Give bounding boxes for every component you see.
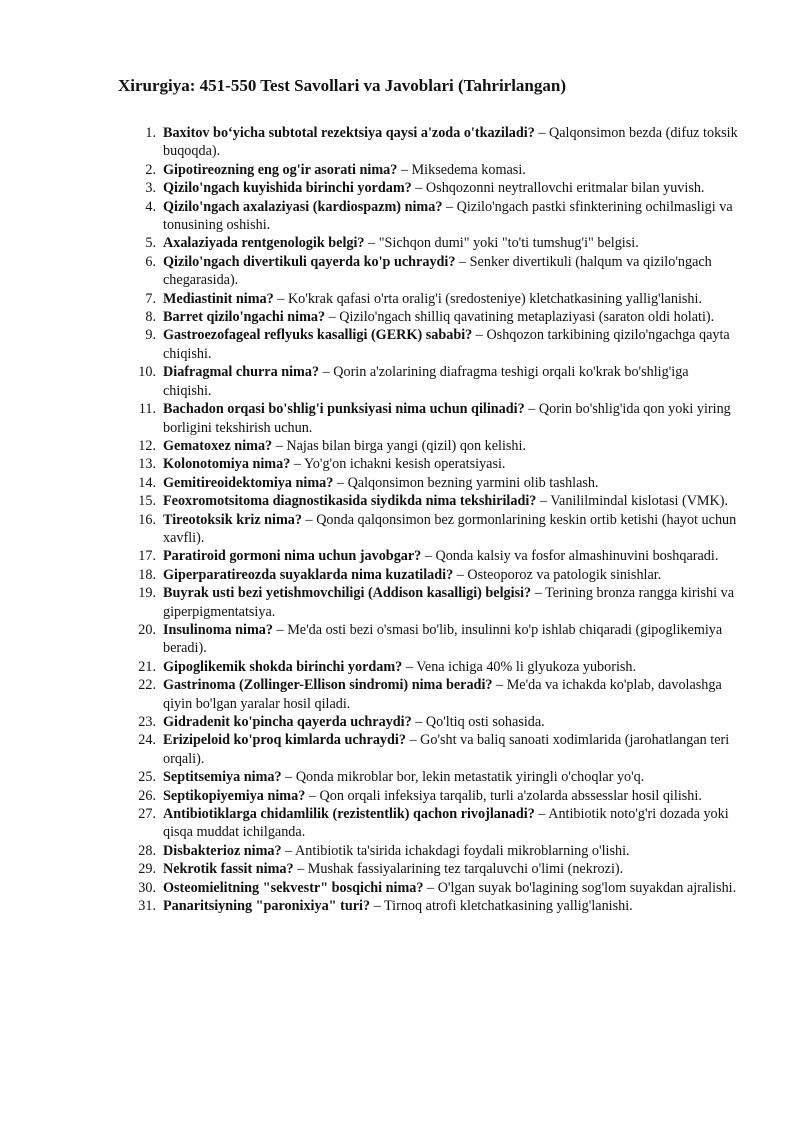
item-answer: Ko'krak qafasi o'rta oralig'i (sredosteniye) kletchatkasining yallig'lanishi. bbox=[287, 290, 702, 307]
item-dash: – bbox=[328, 309, 336, 326]
item-dash: – bbox=[538, 806, 546, 823]
item-question: Tireotoksik kriz nima? bbox=[163, 511, 302, 528]
item-question: Gastroezofageal reflyuks kasalligi (GERK) sababi? bbox=[163, 327, 473, 344]
list-item bbox=[138, 897, 740, 915]
item-dash: – bbox=[322, 364, 330, 381]
item-dash: – bbox=[373, 898, 381, 915]
item-answer: Miksedema komasi. bbox=[411, 161, 526, 178]
item-question: Nekrotik fassit nima? bbox=[163, 861, 294, 878]
item-answer: Oshqozon tarkibining qizilo'ngachga qayta chiqishi. bbox=[163, 327, 730, 362]
item-question: Gipoglikemik shokda birinchi yordam? bbox=[163, 658, 403, 675]
item-answer: Najas bilan birga yangi (qizil) qon kelishi. bbox=[286, 437, 527, 454]
item-answer: Qonda kalsiy va fosfor almashinuvini boshqaradi. bbox=[435, 548, 719, 565]
item-question: Septitsemiya nima? bbox=[163, 769, 282, 786]
item-question: Panaritsiyning "paronixiya" turi? bbox=[163, 898, 371, 915]
item-answer: Senker divertikuli (halqum va qizilo'ngach chegarasida). bbox=[163, 253, 712, 289]
item-question: Gemitireoidektomiya nima? bbox=[163, 474, 334, 491]
item-answer: Qorin bo'shlig'ida qon yoki yiring borligini tekshirish uchun. bbox=[163, 401, 731, 436]
item-question: Baxitov bo‘yicha subtotal rezektsiya qaysi a'zoda o'tkaziladi? bbox=[163, 125, 535, 141]
list-item bbox=[138, 658, 740, 676]
item-answer: Vena ichiga 40% li glyukoza yuborish. bbox=[416, 658, 637, 675]
item-number: 12. bbox=[138, 437, 156, 454]
item-dash: – bbox=[297, 861, 305, 878]
item-answer: Qo'ltiq osti sohasida. bbox=[425, 714, 545, 730]
item-number: 9. bbox=[145, 327, 156, 344]
list-item bbox=[145, 326, 740, 363]
item-dash: – bbox=[528, 401, 536, 418]
item-question: Qizilo'ngach kuyishida birinchi yordam? bbox=[163, 180, 412, 197]
item-question: Diafragmal churra nima? bbox=[163, 364, 320, 381]
list-item bbox=[138, 511, 740, 548]
item-answer: Antibiotik ta'sirida ichakdagi foydali mikroblarning o'lishi. bbox=[295, 842, 630, 859]
item-dash: – bbox=[336, 474, 345, 491]
item-number: 13. bbox=[138, 456, 156, 473]
item-number: 18. bbox=[138, 566, 156, 583]
item-number: 8. bbox=[145, 309, 156, 326]
list-item bbox=[145, 234, 740, 252]
item-question: Giperparatireozda suyaklarda nima kuzatiladi? bbox=[163, 566, 454, 583]
item-number: 4. bbox=[145, 198, 156, 215]
list-item bbox=[138, 437, 740, 455]
item-number: 6. bbox=[145, 253, 156, 270]
item-question: Paratiroid gormoni nima uchun javobgar? bbox=[163, 548, 422, 565]
item-answer: Antibiotik noto'g'ri dozada yoki qisqa muddat ichilganda. bbox=[163, 806, 729, 841]
item-question: Antibiotiklarga chidamlilik (rezistentlik) qachon rivojlanadi? bbox=[163, 806, 535, 823]
item-dash: – bbox=[534, 585, 542, 602]
list-item bbox=[138, 842, 740, 860]
item-answer: Osteoporoz va patologik sinishlar. bbox=[467, 566, 662, 583]
list-item bbox=[138, 363, 740, 400]
list-item bbox=[138, 566, 740, 584]
item-number: 25. bbox=[138, 769, 156, 786]
item-dash: – bbox=[415, 180, 423, 197]
item-number: 14. bbox=[138, 474, 156, 491]
item-question: Mediastinit nima? bbox=[163, 290, 274, 307]
item-answer: Qalqonsimon bezda (difuz toksik buqoqda). bbox=[163, 125, 738, 160]
item-question: Insulinoma nima? bbox=[163, 621, 273, 638]
item-number: 26. bbox=[138, 787, 156, 804]
item-dash: – bbox=[475, 327, 483, 344]
item-question: Buyrak usti bezi yetishmovchiligi (Addison kasalligi) belgisi? bbox=[163, 585, 532, 602]
list-item bbox=[145, 124, 740, 161]
item-number: 23. bbox=[138, 714, 156, 730]
item-question: Qizilo'ngach divertikuli qayerda ko'p uchraydi? bbox=[163, 253, 456, 270]
item-answer: Qizilo'ngach shilliq qavatining metaplaziyasi (saraton oldi holati). bbox=[339, 309, 715, 326]
list-item bbox=[138, 787, 740, 805]
item-question: Axalaziyada rentgenologik belgi? bbox=[163, 235, 365, 252]
list-item bbox=[138, 676, 740, 713]
item-number: 29. bbox=[138, 861, 156, 878]
item-answer: Qon orqali infeksiya tarqalib, turli a'zolarda abssesslar hosil qilishi. bbox=[319, 787, 702, 804]
item-number: 22. bbox=[138, 677, 156, 694]
item-dash: – bbox=[405, 658, 413, 675]
item-number: 17. bbox=[138, 548, 156, 565]
item-dash: – bbox=[293, 456, 301, 473]
item-question: Barret qizilo'ngachi nima? bbox=[163, 309, 326, 326]
list-item bbox=[138, 713, 740, 731]
item-dash: – bbox=[285, 842, 293, 859]
item-number: 28. bbox=[138, 842, 156, 859]
list-item bbox=[138, 768, 740, 786]
item-question: Gidradenit ko'pincha qayerda uchraydi? bbox=[163, 714, 412, 730]
item-number: 27. bbox=[138, 806, 156, 823]
item-dash: – bbox=[285, 769, 293, 786]
item-number: 7. bbox=[145, 290, 156, 307]
list-item bbox=[138, 474, 740, 492]
item-question: Osteomielitning "sekvestr" bosqichi nima? bbox=[163, 879, 424, 896]
item-number: 31. bbox=[138, 898, 156, 915]
list-item bbox=[138, 860, 740, 878]
item-dash: – bbox=[368, 235, 376, 252]
list-item bbox=[138, 584, 740, 621]
document-title: Xirurgiya: 451-550 Test Savollari va Javoblari (Tahrirlangan) bbox=[118, 76, 567, 95]
list-item bbox=[145, 161, 740, 179]
item-dash: – bbox=[400, 161, 408, 178]
item-number: 24. bbox=[138, 732, 156, 749]
item-number: 15. bbox=[138, 493, 156, 510]
list-item bbox=[138, 455, 740, 473]
item-answer: Tirnoq atrofi kletchatkasining yallig'lanishi. bbox=[384, 898, 633, 915]
item-question: Bachadon orqasi bo'shlig'i punksiyasi nima uchun qilinadi? bbox=[163, 401, 525, 418]
item-question: Feoxromotsitoma diagnostikasida siydikda nima tekshiriladi? bbox=[163, 493, 537, 510]
item-answer: "Sichqon dumi" yoki "to'ti tumshug'i" belgisi. bbox=[378, 235, 639, 252]
item-number: 3. bbox=[145, 180, 156, 197]
item-number: 11. bbox=[138, 401, 156, 418]
list-item bbox=[145, 290, 740, 308]
item-dash: – bbox=[459, 253, 467, 270]
item-question: Gipotireozning eng og'ir asorati nima? bbox=[163, 161, 398, 178]
item-question: Kolonotomiya nima? bbox=[163, 456, 291, 473]
question-list bbox=[118, 124, 740, 915]
item-question: Disbakterioz nima? bbox=[163, 842, 282, 859]
list-item bbox=[138, 879, 740, 897]
item-number: 19. bbox=[138, 585, 156, 602]
list-item bbox=[138, 492, 740, 510]
item-number: 10. bbox=[138, 364, 156, 381]
item-dash: – bbox=[424, 548, 432, 565]
item-dash: – bbox=[538, 125, 546, 141]
item-dash: – bbox=[409, 732, 417, 749]
list-item bbox=[145, 253, 740, 290]
item-answer: Mushak fassiyalarining tez tarqaluvchi o'limi (nekrozi). bbox=[307, 861, 624, 878]
item-number: 21. bbox=[138, 658, 156, 675]
item-dash: – bbox=[415, 714, 423, 730]
item-question: Erizipeloid ko'proq kimlarda uchraydi? bbox=[163, 732, 406, 749]
item-number: 16. bbox=[138, 511, 156, 528]
item-question: Septikopiyemiya nima? bbox=[163, 787, 306, 804]
item-number: 1. bbox=[145, 125, 156, 141]
item-answer: Qizilo'ngach pastki sfinkterining ochilmasligi va tonusining oshishi. bbox=[163, 198, 733, 234]
item-dash: – bbox=[445, 198, 454, 215]
item-dash: – bbox=[427, 879, 435, 896]
item-dash: – bbox=[275, 437, 283, 454]
item-number: 2. bbox=[145, 161, 156, 178]
list-item bbox=[145, 179, 740, 197]
item-answer: Oshqozonni neytrallovchi eritmalar bilan yuvish. bbox=[425, 180, 705, 197]
item-answer: Me'da osti bezi o'smasi bo'lib, insulinni ko'p ishlab chiqaradi (gipoglikemiya beradi). bbox=[163, 621, 723, 657]
list-item bbox=[138, 621, 740, 658]
item-answer: Terining bronza rangga kirishi va giperpigmentatsiya. bbox=[163, 585, 734, 620]
list-item bbox=[138, 805, 740, 842]
item-dash: – bbox=[496, 677, 504, 694]
item-dash: – bbox=[456, 566, 464, 583]
item-number: 5. bbox=[145, 235, 156, 252]
item-dash: – bbox=[277, 290, 285, 307]
item-answer: Go'sht va baliq sanoati xodimlarida (jarohatlangan teri orqali). bbox=[163, 732, 730, 767]
list-item bbox=[138, 547, 740, 565]
item-answer: Vanililmindal kislotasi (VMK). bbox=[550, 493, 729, 510]
item-question: Qizilo'ngach axalaziyasi (kardiospazm) nima? bbox=[163, 198, 443, 215]
item-answer: O'lgan suyak bo'lagining sog'lom suyakdan ajralishi. bbox=[437, 879, 737, 896]
item-answer: Qalqonsimon bezning yarmini olib tashlash. bbox=[347, 474, 599, 491]
item-dash: – bbox=[539, 493, 548, 510]
item-answer: Me'da va ichakda ko'plab, davolashga qiyin bo'lgan yaralar hosil qiladi. bbox=[163, 677, 722, 712]
item-answer: Qonda qalqonsimon bez gormonlarining keskin ortib ketishi (hayot uchun xavfli). bbox=[163, 511, 737, 546]
item-dash: – bbox=[305, 511, 313, 528]
item-number: 20. bbox=[138, 621, 156, 638]
list-item bbox=[145, 198, 740, 235]
item-question: Gematoxez nima? bbox=[163, 437, 273, 454]
item-answer: Yo'g'on ichakni kesish operatsiyasi. bbox=[303, 456, 506, 473]
item-number: 30. bbox=[138, 879, 156, 896]
list-item bbox=[145, 308, 740, 326]
item-answer: Qorin a'zolarining diafragma teshigi orqali ko'krak bo'shlig'iga chiqishi. bbox=[163, 364, 689, 399]
item-answer: Qonda mikroblar bor, lekin metastatik yiringli o'choqlar yo'q. bbox=[295, 769, 645, 786]
list-item bbox=[138, 400, 740, 437]
list-item bbox=[138, 731, 740, 768]
item-dash: – bbox=[276, 621, 284, 638]
item-question: Gastrinoma (Zollinger-Ellison sindromi) nima beradi? bbox=[163, 677, 493, 694]
item-dash: – bbox=[308, 787, 316, 804]
